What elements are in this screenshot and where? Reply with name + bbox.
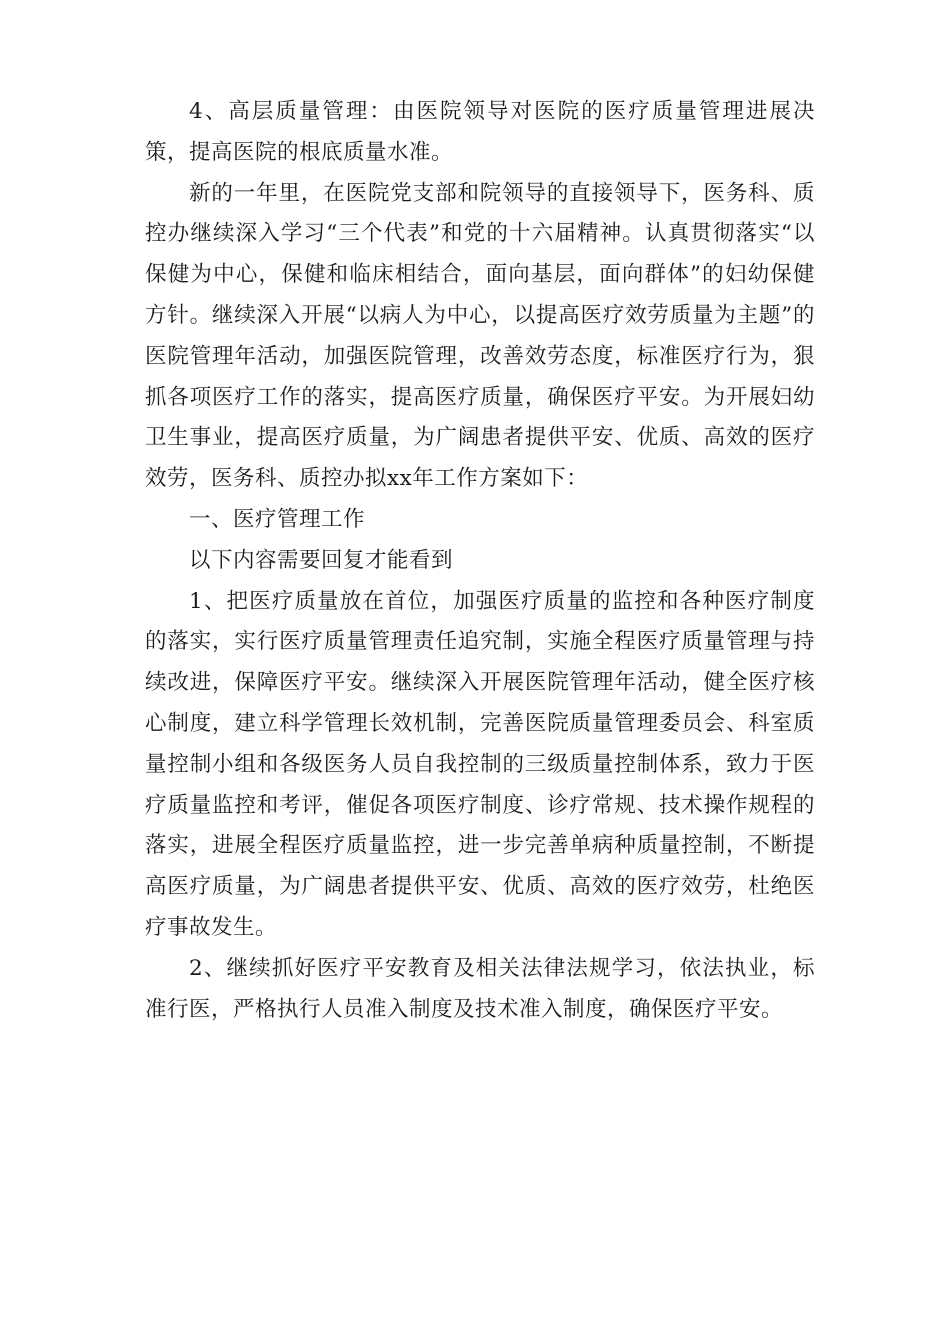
document-body (145, 92, 815, 1030)
paragraph-item-1-quality-first: 1、把医疗质量放在首位，加强医疗质量的监控和各种医疗制度的落实，实行医疗质量管理责任追究制，实施全程医疗质量管理与持续改进，保障医疗平安。继续深入开展医院管理年活动，健全医疗核心制度，建立科学管理长效机制，完善医院质量管理委员会、科室质量控制小组和各级医务人员自我控制的三级质量控制体系，致力于医疗质量监控和考评，催促各项医疗制度、诊疗常规、技术操作规程的落实，进展全程医疗质量监控，进一步完善单病种质量控制，不断提高医疗质量，为广阔患者提供平安、优质、高效的医疗效劳，杜绝医疗事故发生。 (145, 588, 815, 940)
paragraph-item-2-safety-education: 2、继续抓好医疗平安教育及相关法律法规学习，依法执业，标准行医，严格执行人员准入制度及技术准入制度，确保医疗平安。 (145, 955, 815, 1022)
paragraph-reply-to-view-notice: 以下内容需要回复才能看到 (189, 547, 454, 573)
section-heading-medical-management: 一、医疗管理工作 (189, 506, 366, 532)
paragraph-annual-plan-intro: 新的一年里，在医院党支部和院领导的直接领导下，医务科、质控办继续深入学习“三个代表”和党的十六届精神。认真贯彻落实“以保健为中心，保健和临床相结合，面向基层，面向群体”的妇幼保健方针。继续深入开展“以病人为中心，以提高医疗效劳质量为主题”的医院管理年活动，加强医院管理，改善效劳态度，标准医疗行为，狠抓各项医疗工作的落实，提高医疗质量，确保医疗平安。为开展妇幼卫生事业，提高医疗质量，为广阔患者提供平安、优质、高效的医疗效劳，医务科、质控办拟xx年工作方案如下： (145, 180, 815, 492)
paragraph-senior-quality-management: 4、高层质量管理：由医院领导对医院的医疗质量管理进展决策，提高医院的根底质量水准。 (145, 99, 815, 165)
